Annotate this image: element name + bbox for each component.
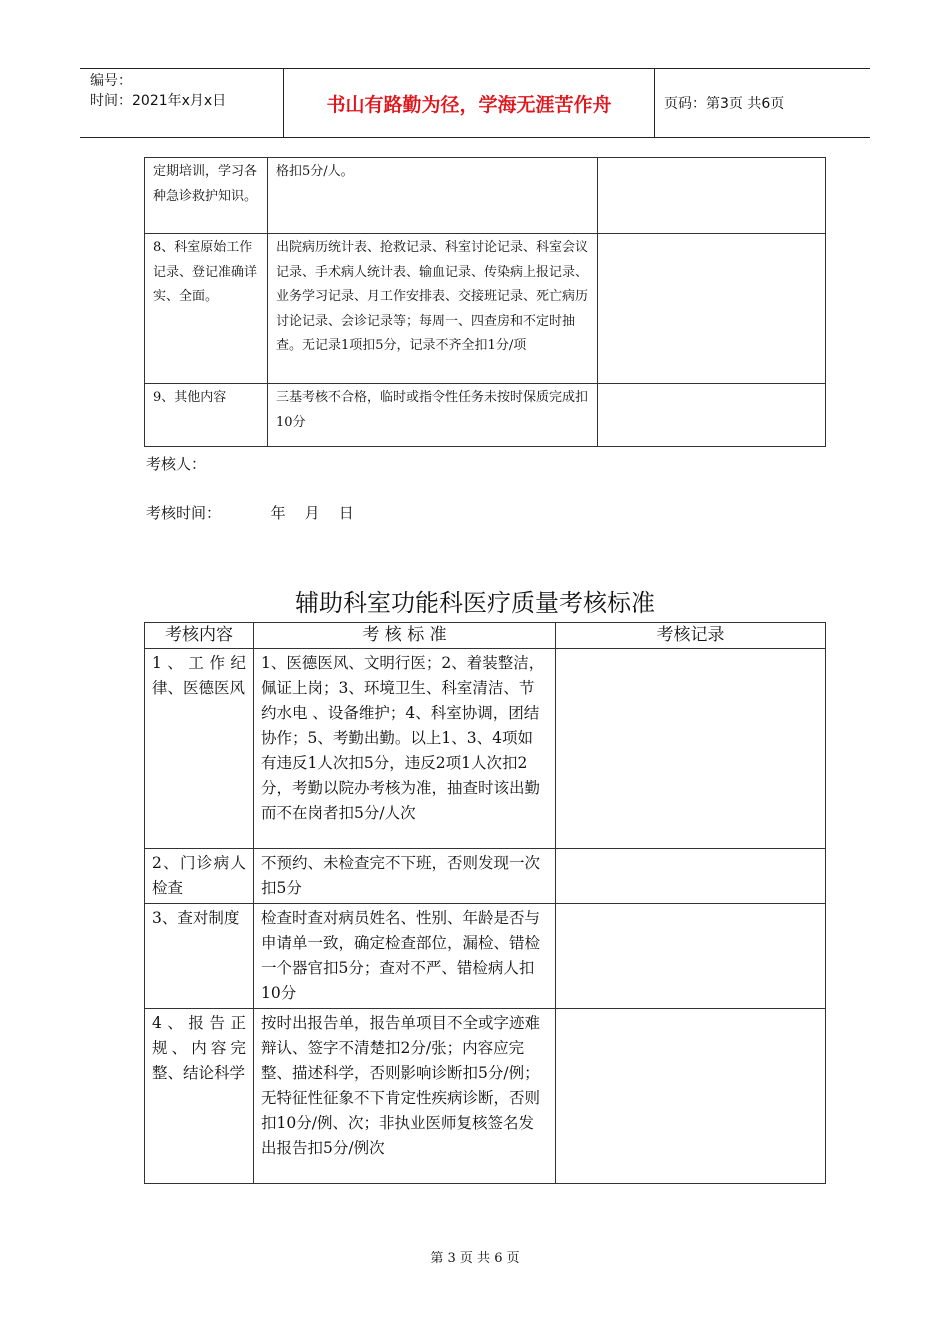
item-cell: 9、其他内容	[145, 384, 268, 447]
exam-time-label: 考核时间：	[146, 504, 222, 522]
record-cell	[598, 234, 826, 384]
assessment-table-continued	[144, 157, 826, 447]
table-row	[145, 849, 826, 904]
section-title: 辅助科室功能科医疗质量考核标准	[295, 589, 655, 617]
standard-cell: 检查时查对病员姓名、性别、年龄是否与申请单一致，确定检查部位，漏检、错检一个器官扣5分；查对不严、错检病人扣10分	[254, 904, 556, 1009]
standard-cell: 三基考核不合格，临时或指令性任务未按时保质完成扣10分	[268, 384, 598, 447]
page-header	[80, 68, 870, 138]
exam-time-line	[146, 502, 354, 523]
record-cell	[556, 649, 826, 849]
item-cell: 2、门诊病人检查	[145, 849, 254, 904]
record-cell	[598, 384, 826, 447]
header-motto: 书山有路勤为径，学海无涯苦作舟	[283, 69, 655, 137]
record-cell	[556, 849, 826, 904]
examiner-label: 考核人：	[146, 455, 207, 473]
page-footer: 第 3 页 共 6 页	[430, 1251, 520, 1266]
standard-cell: 出院病历统计表、抢救记录、科室讨论记录、科室会议记录、手术病人统计表、输血记录、传染病上报记录、业务学习记录、月工作安排表、交接班记录、死亡病历讨论记录、会诊记录等；每周一、四查房和不定时抽查。无记录1项扣5分，记录不齐全扣1分/项	[268, 234, 598, 384]
record-cell	[556, 1009, 826, 1184]
item-cell: 4、报告正规、内容完整、结论科学	[145, 1009, 254, 1184]
table-header-row	[145, 623, 826, 649]
header-page-number: 页码：第3页 共6页	[664, 96, 785, 112]
item-cell: 8、科室原始工作记录、登记准确详实、全面。	[145, 234, 268, 384]
item-cell: 3、查对制度	[145, 904, 254, 1009]
header-standard: 考 核 标 准	[254, 623, 556, 649]
table-row	[145, 1009, 826, 1184]
table-row	[145, 904, 826, 1009]
header-meta	[80, 69, 283, 137]
record-cell	[556, 904, 826, 1009]
item-cell: 1、工作纪律、医德医风	[145, 649, 254, 849]
standard-cell: 1、医德医风、文明行医；2、着装整洁，佩证上岗；3、环境卫生、科室清洁、节约水电 、设备维护；4、科室协调，团结协作；5、考勤出勤。以上1、3、4项如有违反1人次扣5分，违反2项1人次扣2分，考勤以院办考核为准，抽查时该出勤而不在岗者扣5分/人次	[254, 649, 556, 849]
header-item: 考核内容	[145, 623, 254, 649]
doc-time-label: 时间：2021年x月x日	[90, 93, 227, 109]
doc-number-label: 编号：	[90, 73, 132, 89]
table-row	[145, 234, 826, 384]
standard-cell: 按时出报告单，报告单项目不全或字迹难辩认、签字不清楚扣2分/张；内容应完整、描述科学，否则影响诊断扣5分/例；无特征性征象不下肯定性疾病诊断，否则扣10分/例、次；非执业医师复核签名发出报告扣5分/例次	[254, 1009, 556, 1184]
table-row	[145, 158, 826, 234]
table-row	[145, 649, 826, 849]
functional-dept-assessment-table	[144, 622, 826, 1184]
item-cell: 定期培训，学习各种急诊救护知识。	[145, 158, 268, 234]
header-record: 考核记录	[556, 623, 826, 649]
record-cell	[598, 158, 826, 234]
standard-cell: 不预约、未检查完不下班，否则发现一次扣5分	[254, 849, 556, 904]
exam-date-placeholder: 年 月 日	[270, 504, 354, 522]
standard-cell: 格扣5分/人。	[268, 158, 598, 234]
table-row	[145, 384, 826, 447]
